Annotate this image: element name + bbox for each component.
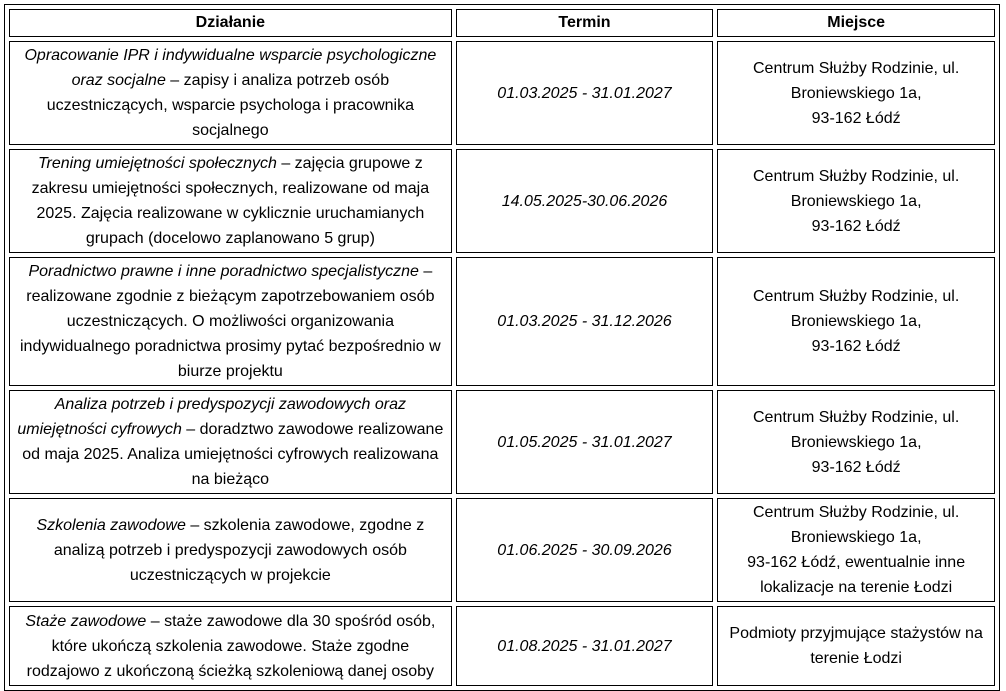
term-cell: 01.08.2025 - 31.01.2027 <box>456 606 714 686</box>
place-cell <box>717 149 995 253</box>
place-line: 93-162 Łódź <box>811 217 901 235</box>
action-title: Szkolenia zawodowe <box>36 516 186 534</box>
header-action: Działanie <box>9 9 452 37</box>
action-title: Trening umiejętności społecznych <box>37 155 277 172</box>
table-row <box>9 498 995 602</box>
term-cell: 14.05.2025-30.06.2026 <box>456 149 714 253</box>
place-cell <box>717 41 995 145</box>
header-row <box>9 9 995 37</box>
action-cell <box>9 149 452 253</box>
place-line: 93-162 Łódź, ewentualnie inne <box>747 554 966 571</box>
action-title: Analiza potrzeb i predyspozycji zawodowych oraz umiejętności cyfrowych <box>17 396 406 438</box>
action-description: – doradztwo zawodowe realizowane od maja 2025. Analiza umiejętności cyfrowych realizowana na bieżąco <box>22 421 444 488</box>
action-cell <box>9 498 452 602</box>
place-line: Podmioty przyjmujące stażystów na <box>729 625 983 642</box>
action-title: Poradnictwo prawne i inne poradnictwo specjalistyczne <box>28 263 419 280</box>
term-cell: 01.05.2025 - 31.01.2027 <box>456 390 714 494</box>
table-row <box>9 257 995 386</box>
action-cell <box>9 606 452 686</box>
place-line: Centrum Służby Rodzinie, ul. <box>752 408 960 426</box>
header-place: Miejsce <box>717 9 995 37</box>
place-line: Broniewskiego 1a, <box>790 313 922 330</box>
place-line: Centrum Służby Rodzinie, ul. <box>752 167 960 185</box>
action-title: Opracowanie IPR i indywidualne wsparcie psychologiczne oraz socjalne <box>24 47 437 89</box>
place-cell <box>717 390 995 494</box>
place-cell <box>717 606 995 686</box>
schedule-table <box>4 4 1000 691</box>
place-line: 93-162 Łódź <box>811 109 901 127</box>
term-cell: 01.03.2025 - 31.12.2026 <box>456 257 714 386</box>
action-title: Staże zawodowe <box>25 612 147 630</box>
action-description: – szkolenia zawodowe, zgodne z analizą potrzeb i predyspozycji zawodowych osób uczestniczących w projekcie <box>53 516 425 584</box>
action-description: – staże zawodowe dla 30 spośród osób, które ukończą szkolenia zawodowe. Staże zgodne rodzajowo z ukończoną ścieżką szkoleniową danej osoby <box>26 612 436 680</box>
place-cell <box>717 257 995 386</box>
place-cell <box>717 498 995 602</box>
place-line: Broniewskiego 1a, <box>790 84 922 102</box>
place-line: 93-162 Łódź <box>811 338 901 355</box>
place-line: terenie Łodzi <box>810 650 902 667</box>
term-cell: 01.06.2025 - 30.09.2026 <box>456 498 714 602</box>
action-description: – zapisy i analiza potrzeb osób uczestniczących, wsparcie psychologa i pracownika socjalnego <box>46 72 414 139</box>
place-line: Broniewskiego 1a, <box>790 433 922 451</box>
table-row <box>9 149 995 253</box>
table-row <box>9 390 995 494</box>
place-line: Centrum Służby Rodzinie, ul. <box>752 504 960 521</box>
header-term: Termin <box>456 9 714 37</box>
place-line: 93-162 Łódź <box>811 458 901 476</box>
action-cell <box>9 257 452 386</box>
place-line: Broniewskiego 1a, <box>790 529 922 546</box>
action-cell <box>9 390 452 494</box>
table-row <box>9 606 995 686</box>
table-row <box>9 41 995 145</box>
term-cell: 01.03.2025 - 31.01.2027 <box>456 41 714 145</box>
place-line: Broniewskiego 1a, <box>790 192 922 210</box>
place-line: lokalizacje na terenie Łodzi <box>760 579 953 596</box>
action-description: – zajęcia grupowe z zakresu umiejętności społecznych, realizowane od maja 2025. Zajęcia realizowane w cyklicznie uruchamianych grupach (docelowo zaplanowano 5 grup) <box>31 155 430 247</box>
place-line: Centrum Służby Rodzinie, ul. <box>752 59 960 77</box>
action-cell <box>9 41 452 145</box>
place-line: Centrum Służby Rodzinie, ul. <box>752 288 960 305</box>
action-description: – realizowane zgodnie z bieżącym zapotrzebowaniem osób uczestniczących. O możliwości organizowania indywidualnego poradnictwa prosimy pytać bezpośrednio w biurze projektu <box>20 263 441 380</box>
